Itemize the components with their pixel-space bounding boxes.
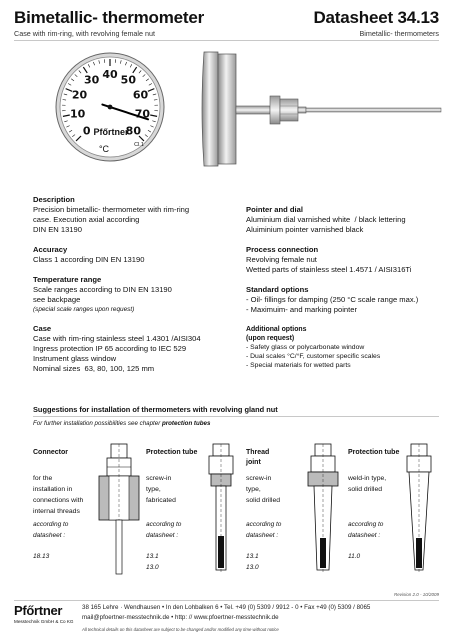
standard-options-section [246, 285, 446, 315]
pointer-dial-line: Aluiminium pointer varnished black [246, 225, 364, 234]
install-column-heading: Thread [246, 449, 270, 456]
temperature-range-section [33, 275, 228, 314]
installation-note-link: protection tubes [161, 420, 211, 427]
installation-note [33, 420, 210, 427]
install-ref-label: according to [146, 521, 182, 528]
temperature-range-note: (special scale ranges upon request) [33, 306, 135, 313]
case-line: Ingress protection IP 65 according to IEC 529 [33, 344, 187, 353]
description-line: case. Execution axial according [33, 215, 140, 224]
additional-options-heading: Additional options [246, 326, 307, 333]
standard-options-heading: Standard options [246, 285, 309, 294]
protection-tube-drawing [200, 440, 242, 580]
install-ref-label: according to [348, 521, 384, 528]
additional-options-section [246, 325, 446, 370]
install-ref-number: 11.0 [348, 553, 361, 560]
process-connection-line: Revolving female nut [246, 255, 317, 264]
right-column [246, 205, 446, 370]
install-column-heading: joint [246, 459, 261, 466]
install-column-desc: type, [146, 486, 161, 493]
install-column-desc: connections with [33, 497, 84, 504]
case-line: Nominal sizes 63, 80, 100, 125 mm [33, 364, 155, 373]
datasheet-subtitle: Bimetallic- thermometers [359, 29, 439, 38]
install-ref-number: 13.1 [146, 553, 159, 560]
left-column [33, 195, 228, 374]
install-ref-number: 18.13 [33, 553, 50, 560]
pointer-dial-heading: Pointer and dial [246, 205, 303, 214]
footer-address: 38 165 Lehre · Wendhausen • In den Lohbalken 6 • Tel. +49 (0) 5309 / 9912 - 0 • Fax +49 (0) 5309 / 8065 [82, 604, 371, 611]
dial-brand: Pfőrtner [93, 127, 129, 137]
install-column-desc: screw-in [146, 475, 172, 482]
install-column-heading: Protection tube [146, 449, 198, 456]
dial-scale-label: 70 [134, 107, 151, 121]
install-ref-number: 13.0 [246, 564, 259, 571]
additional-options-line: - Safety glass or polycarbonate window [246, 344, 365, 351]
temperature-range-heading: Temperature range [33, 275, 102, 284]
install-column-desc: screw-in [246, 475, 272, 482]
process-connection-section [246, 245, 446, 275]
case-line: Instrument glass window [33, 354, 117, 363]
install-column-desc: solid drilled [348, 486, 383, 493]
description-line: Precision bimetallic- thermometer with rim-ring [33, 205, 190, 214]
standard-options-line: - Oil- fillings for damping (250 °C scale range max.) [246, 295, 419, 304]
dial-scale-label: 30 [84, 73, 100, 87]
dial-class: Cl.1 [134, 142, 144, 148]
install-ref-label: datasheet : [348, 532, 381, 539]
page-subtitle: Case with rim-ring, with revolving female nut [14, 29, 156, 38]
installation-title: Suggestions for installation of thermometers with revolving gland nut [33, 405, 278, 414]
datasheet-title: Datasheet 34.13 [313, 8, 439, 27]
thermometer-dial [55, 52, 165, 162]
additional-options-line: - Special materials for wetted parts [246, 362, 351, 369]
case-section [33, 324, 228, 374]
description-section [33, 195, 228, 235]
install-column-desc: type, [246, 486, 261, 493]
install-column-desc: weld-in type, [348, 475, 387, 482]
additional-options-line: - Dual scales °C/°F, customer specific scales [246, 353, 381, 360]
install-column-heading: Connector [33, 449, 68, 456]
install-ref-number: 13.0 [146, 564, 159, 571]
header-divider [14, 40, 439, 41]
installation-divider [33, 416, 439, 417]
additional-options-subheading: (upon request) [246, 335, 295, 342]
pointer-hub [108, 105, 113, 110]
footer-logo-subtitle: Messtechnik GmbH & Co KG [14, 619, 74, 624]
install-ref-label: according to [246, 521, 282, 528]
install-ref-label: datasheet : [246, 532, 279, 539]
dial-unit: °C [98, 144, 110, 154]
accuracy-line: Class 1 according DIN EN 13190 [33, 255, 145, 264]
case-line: Case with rim-ring stainless steel 1.4301 /AISI304 [33, 334, 201, 343]
dial-scale-label: 50 [120, 73, 136, 87]
pointer-dial-section [246, 205, 446, 235]
dial-scale-label: 80 [125, 124, 141, 138]
page-title: Bimetallic- thermometer [14, 8, 205, 27]
dial-scale-label: 60 [132, 88, 149, 102]
accuracy-section [33, 245, 228, 265]
footer-contact: mail@pfoertner-messtechnik.de • http: // www.pfoertner-messtechnik.de [82, 614, 279, 621]
install-ref-label: datasheet : [33, 532, 66, 539]
thread-joint-drawing [302, 440, 344, 580]
temperature-range-line: Scale ranges according to DIN EN 13190 [33, 285, 172, 294]
installation-note-text: For further installation possibilities see chapter [33, 420, 162, 427]
footer-logo: Pfőrtner [14, 603, 63, 618]
dial-scale-label: 40 [102, 68, 118, 81]
install-ref-number: 13.1 [246, 553, 259, 560]
install-column-desc: solid drilled [246, 497, 281, 504]
accuracy-heading: Accuracy [33, 245, 68, 254]
footer-disclaimer: All technical details on this datasheet are subject to be changed and/or modified any time without notice [82, 627, 279, 632]
footer-divider [14, 600, 439, 601]
process-connection-heading: Process connection [246, 245, 319, 254]
temperature-range-line: see backpage [33, 295, 81, 304]
thermometer-side-view [198, 44, 448, 184]
dial-scale-label: 10 [69, 107, 86, 121]
process-connection-line: Wetted parts of stainless steel 1.4571 / AISI316Ti [246, 265, 412, 274]
install-column-desc: fabricated [146, 497, 176, 504]
install-column-desc: for the [33, 475, 53, 482]
weld-in-tube-drawing [398, 440, 440, 580]
install-column-desc: internal threads [33, 508, 80, 515]
install-column-ref [33, 519, 103, 562]
dial-scale-label: 20 [71, 88, 88, 102]
install-column-desc: installation in [33, 486, 73, 493]
standard-options-line: - Maximuim- and marking pointer [246, 305, 357, 314]
install-column-heading: Protection tube [348, 449, 400, 456]
install-ref-label: datasheet : [146, 532, 179, 539]
connector-drawing [95, 440, 145, 580]
description-heading: Description [33, 195, 75, 204]
case-heading: Case [33, 324, 52, 333]
pointer-dial-line: Aluminium dial varnished white / black lettering [246, 215, 406, 224]
dial-scale-label: 0 [82, 124, 91, 138]
revision-label: Revision 2.0 - 10/2009 [393, 592, 439, 597]
install-ref-label: according to [33, 521, 69, 528]
description-line: DIN EN 13190 [33, 225, 82, 234]
